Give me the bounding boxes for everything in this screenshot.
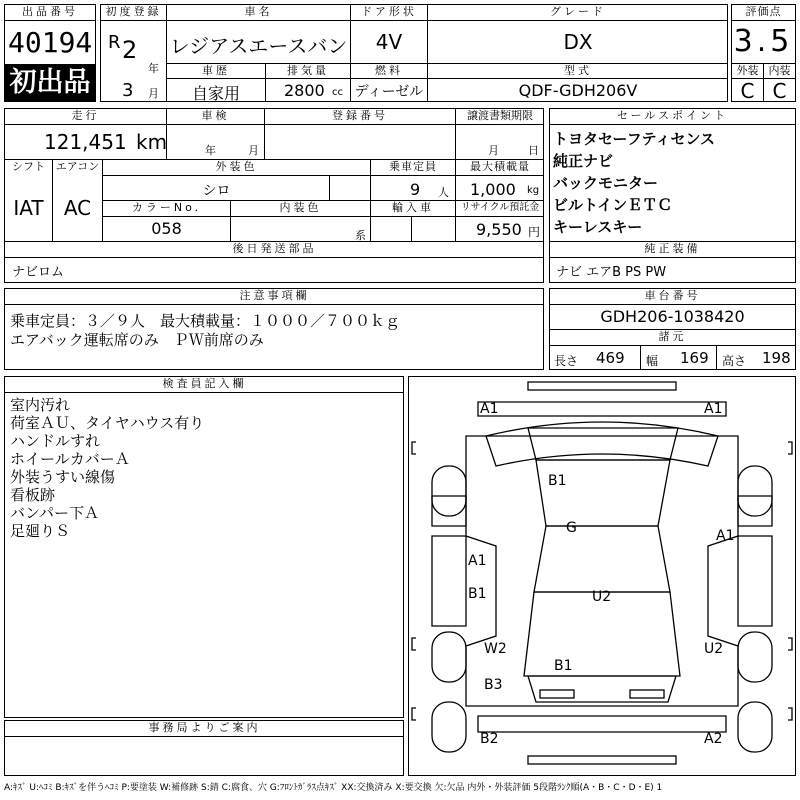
intcolor-label: 内装色	[279, 201, 322, 214]
color-label: 外装色	[215, 160, 258, 173]
score: 3.5	[733, 24, 794, 59]
sales-points-list	[553, 128, 793, 238]
mark-front-right: A1	[704, 401, 723, 417]
car-diagram	[408, 376, 796, 776]
displacement-unit: cc	[332, 87, 343, 98]
reg-year: 2	[122, 36, 138, 64]
int-label: 内装	[768, 64, 791, 77]
mark-hood: B1	[548, 473, 567, 489]
office-label: 事務局よりご案内	[148, 721, 261, 734]
door-label: ドア形状	[361, 5, 417, 18]
notes-line-2: エアバック運転席のみ ＰＷ前席のみ	[10, 331, 264, 349]
history: 自家用	[191, 84, 240, 103]
door-type: 4V	[375, 30, 403, 54]
displacement-label: 排気量	[287, 64, 329, 77]
length: 469	[596, 349, 625, 367]
history-label: 車歴	[202, 64, 230, 77]
mark-rear-left: B3	[484, 677, 503, 693]
month-unit: 月	[148, 87, 159, 100]
capacity: 9	[410, 180, 421, 199]
colorno-label: カラーNo.	[131, 201, 202, 214]
mark-right-rear: U2	[704, 641, 724, 657]
inspector-note: 外装うすい線傷	[10, 468, 116, 486]
fuel-label: 燃料	[375, 64, 403, 77]
first-listing-badge: 初出品	[5, 64, 95, 101]
capacity-label: 乗車定員	[389, 160, 437, 173]
reg-label: 初度登録	[105, 5, 162, 18]
model-label: 型式	[564, 64, 592, 77]
year-unit: 年	[148, 62, 159, 75]
inspection-label: 車検	[201, 109, 230, 122]
ext-label: 外装	[736, 64, 759, 77]
name-label: 車名	[244, 5, 273, 18]
mark-rear-bumper-right: A2	[704, 731, 723, 747]
mark-right-front-door: A1	[716, 528, 735, 544]
inspection-year-unit: 年	[205, 144, 216, 157]
chassis-number: GDH206-1038420	[600, 307, 745, 326]
lot-number: 40194	[8, 26, 93, 59]
score-label: 評価点	[745, 5, 782, 18]
sales-point: トヨタセーフティセンス	[553, 130, 716, 148]
recycle-unit: 円	[528, 225, 541, 239]
color-number: 058	[151, 219, 182, 238]
exterior-color: シロ	[202, 183, 231, 199]
sales-point: バックモニター	[553, 174, 659, 192]
inspector-note: ホイールカバーＡ	[10, 450, 130, 468]
recycle-label: リサイクル預託金	[460, 202, 540, 213]
load-label: 最大積載量	[470, 160, 530, 173]
ext-grade: C	[740, 79, 755, 103]
sales-point: 純正ナビ	[553, 152, 614, 170]
load-unit: kg	[527, 185, 540, 196]
sales-point: キーレスキー	[553, 218, 643, 236]
transfer-day-unit: 日	[528, 144, 539, 157]
mark-rear-bumper-left: B2	[480, 731, 499, 747]
capacity-unit: 人	[438, 186, 449, 199]
inspector-note: ハンドルすれ	[10, 432, 101, 450]
width-label: 幅	[646, 354, 659, 368]
inspector-note: 室内汚れ	[10, 396, 71, 414]
transfer-label: 譲渡書類期限	[467, 109, 533, 122]
inspector-note: 看板跡	[10, 486, 56, 504]
mark-left-front-door: A1	[468, 553, 487, 569]
notes-line-1: 乗車定員：３／９人 最大積載量：１０００／７００ｋｇ	[10, 312, 401, 330]
lot-label: 出品番号	[22, 5, 78, 18]
sales-point: ビルトインＥＴＣ	[553, 196, 673, 214]
inspector-note: 足廻りＳ	[10, 522, 71, 540]
dims-label: 諸元	[658, 330, 687, 343]
fuel: ディーゼル	[354, 84, 424, 100]
reg-month: 3	[122, 80, 134, 101]
height-label: 高さ	[722, 354, 747, 368]
height: 198	[762, 349, 791, 367]
inspector-note: バンパー下Ａ	[10, 504, 99, 522]
notes-label: 注意事項欄	[239, 289, 310, 302]
import-label: 輸入車	[392, 201, 434, 214]
damage-legend: A:ｷｽﾞ U:ﾍｺﾐ B:ｷｽﾞを伴うﾍｺﾐ P:要塗装 W:補修跡 S:錆 C:腐食、穴 G:ﾌﾛﾝﾄｶﾞﾗｽ点ｷｽﾞ XX:交換済み X:要交換 欠:欠品 内外・外装評価 5段階ﾗﾝｸ順(A・B・C・D・E) 1	[4, 783, 663, 793]
ac-label: エアコン	[55, 160, 100, 173]
load: 1,000	[470, 180, 516, 199]
mark-roof: U2	[592, 589, 612, 605]
int-grade: C	[772, 79, 787, 103]
mark-front-left: A1	[480, 401, 499, 417]
mark-left-rear-wheel: W2	[484, 641, 507, 657]
genuine-equipment: ナビ エアB PS PW	[556, 265, 667, 280]
later-parts-label: 後日発送部品	[232, 242, 317, 255]
mark-left-side: B1	[468, 586, 487, 602]
genuine-equipment-label: 純正装備	[644, 242, 701, 255]
recycle-fee: 9,550	[476, 220, 522, 239]
intcolor-unit: 系	[355, 229, 366, 242]
sales-points-label: セールスポイント	[616, 109, 728, 122]
mileage-unit: km	[136, 130, 168, 154]
shift-label: シフト	[12, 160, 45, 173]
shift: IAT	[13, 196, 44, 220]
model: QDF-GDH206V	[518, 81, 638, 100]
car-name: レジアスエースバン	[169, 34, 348, 58]
reg-era: R	[108, 32, 121, 53]
mark-windshield: G	[566, 520, 577, 536]
displacement: 2800	[284, 81, 325, 100]
mark-rear-floor: B1	[554, 658, 573, 674]
width: 169	[680, 349, 709, 367]
mileage: 121,451	[44, 130, 127, 154]
transfer-month-unit: 月	[488, 144, 499, 157]
grade: DX	[563, 30, 593, 54]
mileage-label: 走行	[71, 109, 100, 122]
ac: AC	[63, 196, 92, 220]
chassis-label: 車台番号	[644, 289, 701, 302]
inspection-month-unit: 月	[248, 144, 259, 157]
plate-label: 登録番号	[332, 109, 388, 122]
grade-label: グレード	[550, 5, 606, 18]
inspector-note: 荷室ＡＵ、タイヤハウス有り	[10, 414, 205, 432]
inspector-notes	[10, 396, 400, 540]
inspector-label: 検査員記入欄	[162, 377, 247, 390]
later-parts: ナビロム	[12, 265, 65, 280]
length-label: 長さ	[554, 354, 579, 368]
